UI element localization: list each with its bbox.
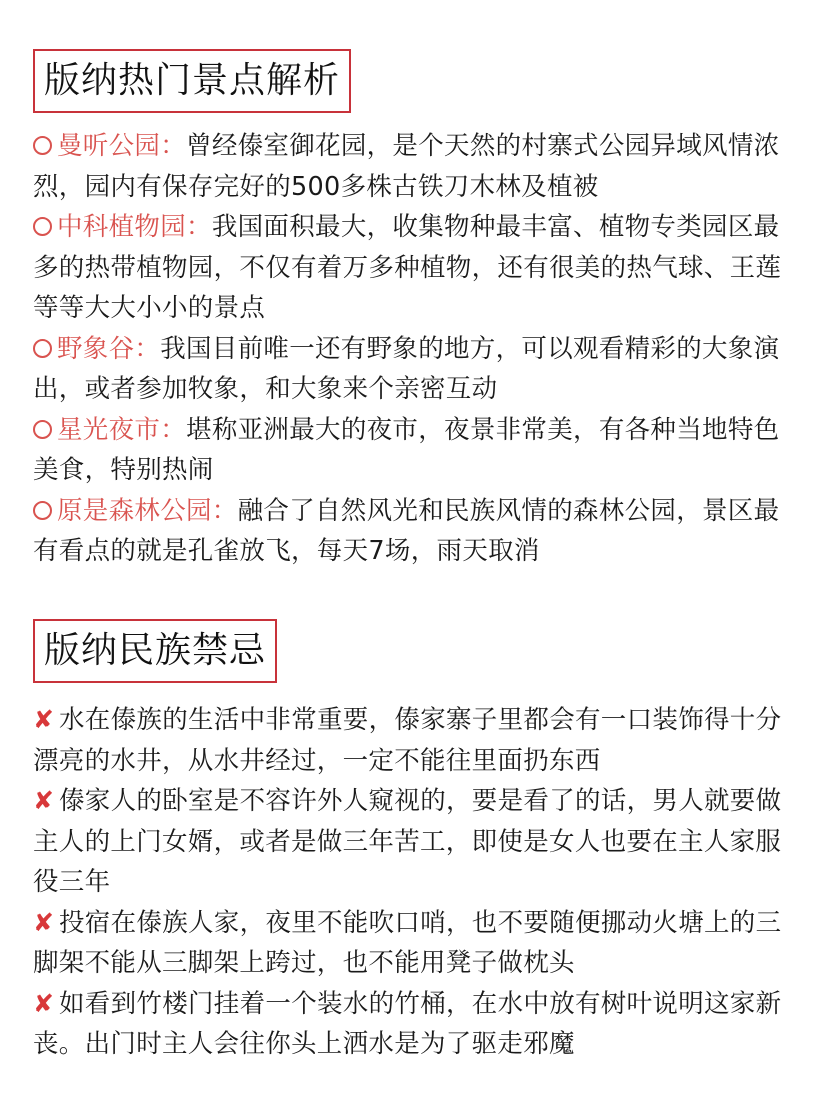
list-item (33, 410, 793, 491)
attraction-desc: 曾经傣室御花园，是个天然的村寨式公园异域风情浓烈，园内有保存完好的500多株古铁刀木林及植被 (33, 131, 780, 202)
taboos-heading: 版纳民族禁忌 (33, 619, 277, 683)
taboo-text: 投宿在傣族人家，夜里不能吹口哨，也不要随便挪动火塘上的三脚架不能从三脚架上跨过，也不能用凳子做枕头 (33, 907, 782, 978)
list-item (33, 126, 793, 207)
attraction-name: 原是森林公园： (57, 495, 238, 526)
cross-icon: ✘ (33, 907, 55, 937)
list-item (33, 984, 793, 1065)
list-item (33, 700, 793, 781)
list-item (33, 207, 793, 329)
attraction-desc: 我国目前唯一还有野象的地方，可以观看精彩的大象演出，或者参加牧象，和大象来个亲密互动 (33, 333, 780, 404)
attractions-heading: 版纳热门景点解析 (33, 49, 351, 113)
circle-icon (33, 339, 52, 358)
circle-icon (33, 501, 52, 520)
attraction-name: 曼听公园： (57, 131, 187, 161)
attraction-name: 野象谷： (57, 333, 161, 364)
taboo-text: 如看到竹楼门挂着一个装水的竹桶，在水中放有树叶说明这家新丧。出门时主人会往你头上洒水是为了驱走邪魔 (33, 988, 782, 1059)
cross-icon: ✘ (33, 786, 55, 815)
cross-icon: ✘ (33, 988, 55, 1018)
cross-icon: ✘ (33, 705, 55, 734)
list-item (33, 781, 793, 903)
attraction-desc: 我国面积最大，收集物种最丰富、植物专类园区最多的热带植物园，不仅有着万多种植物，还有很美的热气球、王莲等等大大小小的景点 (33, 212, 782, 323)
attraction-desc: 融合了自然风光和民族风情的森林公园，景区最有看点的就是孔雀放飞，每天7场，雨天取消 (33, 495, 780, 566)
taboos-section (33, 619, 793, 1065)
list-item (33, 903, 793, 984)
taboos-list (33, 700, 793, 1065)
circle-icon (33, 136, 52, 155)
list-item (33, 491, 793, 572)
list-item (33, 329, 793, 410)
taboo-text: 傣家人的卧室是不容许外人窥视的，要是看了的话，男人就要做主人的上门女婿，或者是做三年苦工，即使是女人也要在主人家服役三年 (33, 786, 782, 897)
attractions-section (33, 49, 793, 572)
attractions-list (33, 126, 793, 572)
circle-icon (33, 420, 52, 439)
taboo-text: 水在傣族的生活中非常重要，傣家寨子里都会有一口装饰得十分漂亮的水井，从水井经过，一定不能往里面扔东西 (33, 705, 782, 776)
circle-icon (33, 217, 52, 236)
attraction-name: 中科植物园： (57, 212, 212, 242)
attraction-name: 星光夜市： (57, 414, 187, 445)
attraction-desc: 堪称亚洲最大的夜市，夜景非常美，有各种当地特色美食，特别热闹 (33, 414, 780, 485)
